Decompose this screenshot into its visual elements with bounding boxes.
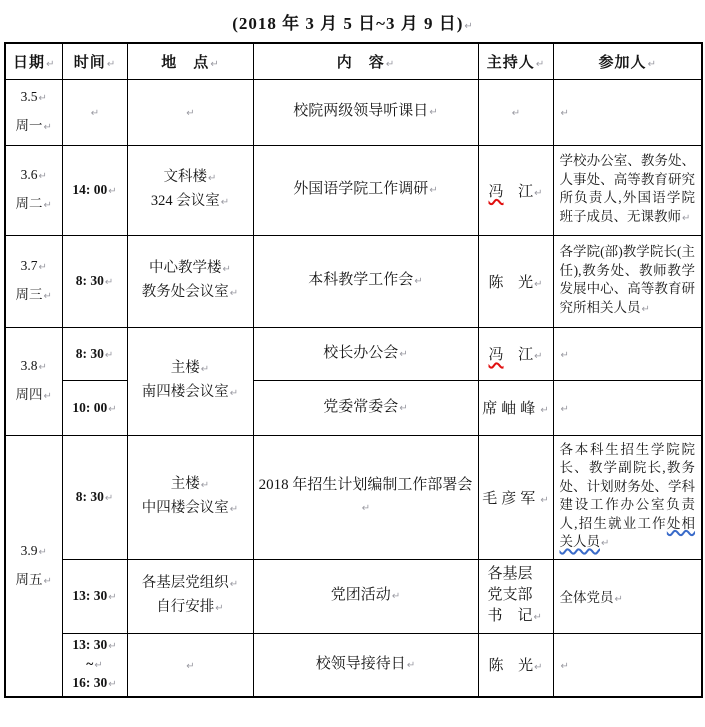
cell-place-thu [127, 327, 253, 435]
paragraph-mark-icon: ↵ [614, 594, 623, 605]
cell-host-fri-3 [478, 633, 553, 697]
content-text: 校领导接待日 [315, 655, 406, 672]
date-value: 3.5↵ [20, 89, 47, 104]
header-place [127, 43, 253, 79]
cell-host-wed [478, 235, 553, 327]
host-name [481, 654, 551, 675]
paragraph-mark-icon: ↵ [601, 538, 610, 549]
weekday-value: 周三↵ [15, 287, 52, 302]
paragraph-mark-icon: ↵ [94, 660, 103, 672]
host-name-part: 陈 [488, 274, 504, 291]
cell-time-thu-2 [62, 380, 127, 435]
host-name [481, 397, 551, 418]
weekday-value: 周一↵ [15, 118, 52, 133]
header-content [253, 43, 478, 79]
paragraph-mark-icon: ↵ [534, 278, 543, 290]
date-value: 3.6↵ [20, 167, 47, 182]
cell-place-fri-3 [127, 633, 253, 697]
table-row-thu-2 [5, 380, 702, 435]
host-name [481, 343, 551, 364]
header-date [5, 43, 62, 79]
paragraph-mark-icon: ↵ [464, 21, 473, 32]
document-title [0, 9, 705, 34]
cell-content-thu-2 [253, 380, 478, 435]
schedule-table [4, 42, 703, 698]
time-line: ~↵ [86, 656, 103, 672]
participants-text: 全体党员 [559, 590, 614, 605]
host-name-part: 陈 [488, 658, 504, 675]
paragraph-mark-icon: ↵ [43, 122, 52, 133]
paragraph-mark-icon: ↵ [108, 592, 117, 603]
paragraph-mark-icon: ↵ [210, 58, 219, 70]
time-value: 8: 30 [75, 345, 104, 361]
place-line: 各基层党组织↵ [141, 575, 239, 591]
cell-place-mon [127, 79, 253, 145]
place-line: 南四楼会议室↵ [141, 384, 239, 400]
cell-host-mon [478, 79, 553, 145]
time-value: 8: 30 [75, 273, 104, 288]
host-name-text: 席岫峰 [482, 401, 540, 417]
cell-place-fri-2 [127, 559, 253, 633]
date-value: 3.9↵ [20, 542, 47, 558]
header-host [478, 43, 553, 79]
paragraph-mark-icon: ↵ [43, 200, 52, 211]
weekday-value: 周二↵ [15, 196, 52, 211]
participants-text-grammar: 处相关人员 [559, 515, 696, 549]
participants-text: 各本科生招生学院院长、教学副院长,教务处、计划财务处、学科建设工作办公室负责人,招生就业工作 [559, 441, 695, 531]
cell-time-tue [62, 145, 127, 235]
cell-content-thu-1 [253, 327, 478, 380]
cell-date-thu [5, 327, 62, 435]
place-line: 教务处会议室↵ [141, 284, 239, 300]
paragraph-mark-icon: ↵ [533, 612, 542, 623]
cell-content-tue [253, 145, 478, 235]
table-row-wed [5, 235, 702, 327]
content-text: 本科教学工作会 [308, 272, 414, 288]
paragraph-mark-icon: ↵ [414, 276, 423, 287]
paragraph-mark-icon: ↵ [104, 493, 114, 504]
date-value: 3.7↵ [20, 258, 47, 273]
paragraph-mark-icon: ↵ [43, 291, 52, 302]
host-name [481, 180, 551, 201]
host-name-part: 光↵ [518, 658, 543, 675]
cell-time-fri-2 [62, 559, 127, 633]
paragraph-mark-icon: ↵ [38, 262, 47, 273]
paragraph-mark-icon: ↵ [429, 107, 438, 118]
table-row-fri-2 [5, 559, 702, 633]
cell-date-mon [5, 79, 62, 145]
paragraph-mark-icon: ↵ [406, 659, 416, 671]
paragraph-mark-icon: ↵ [200, 364, 210, 375]
paragraph-mark-icon: ↵ [215, 603, 224, 614]
title-text: (2018 年 3 月 5 日~3 月 9 日) [232, 14, 464, 33]
cell-place-tue [127, 145, 253, 235]
content-text: 2018 年招生计划编制工作部署会 [258, 477, 473, 493]
content-text: 党委常委会 [323, 398, 399, 415]
paragraph-mark-icon: ↵ [560, 403, 569, 415]
header-time [62, 43, 127, 79]
cell-time-fri-3 [62, 633, 127, 697]
cell-date-wed [5, 235, 62, 327]
cell-participants-wed [553, 235, 702, 327]
cell-content-wed [253, 235, 478, 327]
paragraph-mark-icon: ↵ [511, 108, 521, 119]
host-name-line: 党支部 [487, 587, 533, 603]
header-host-label: 主持人 [486, 54, 535, 71]
time-line: 13: 30↵ [72, 637, 117, 653]
cell-participants-thu-2 [553, 380, 702, 435]
cell-content-fri-3 [253, 633, 478, 697]
paragraph-mark-icon: ↵ [534, 187, 543, 199]
paragraph-mark-icon: ↵ [38, 93, 47, 104]
host-name-part-spellcheck: 冯 [488, 183, 504, 200]
cell-content-mon [253, 79, 478, 145]
paragraph-mark-icon: ↵ [46, 58, 55, 70]
host-name-part: 光↵ [518, 274, 543, 291]
paragraph-mark-icon: ↵ [560, 108, 569, 119]
paragraph-mark-icon: ↵ [43, 575, 52, 587]
table-row-thu-1 [5, 327, 702, 380]
cell-host-tue [478, 145, 553, 235]
paragraph-mark-icon: ↵ [229, 504, 239, 515]
place-line: 324 会议室↵ [150, 193, 230, 209]
paragraph-mark-icon: ↵ [38, 171, 47, 182]
cell-participants-tue [553, 145, 702, 235]
table-row-tue [5, 145, 702, 235]
cell-host-fri-2 [478, 559, 553, 633]
header-participants [553, 43, 702, 79]
cell-host-thu-2 [478, 380, 553, 435]
cell-participants-thu-1 [553, 327, 702, 380]
host-name-part: 江↵ [518, 183, 543, 200]
content-text: 校长办公会 [323, 344, 399, 361]
time-value: 8: 30 [75, 489, 104, 504]
paragraph-mark-icon: ↵ [108, 641, 117, 653]
host-name-part-spellcheck: 冯 [488, 347, 504, 363]
cell-time-thu-1 [62, 327, 127, 380]
document-page [0, 9, 705, 698]
paragraph-mark-icon: ↵ [229, 579, 239, 590]
table-row-fri-3 [5, 633, 702, 697]
weekday-value: 周五↵ [15, 571, 52, 587]
paragraph-mark-icon: ↵ [220, 197, 230, 208]
participants-text: 学校办公室、教务处、人事处、高等教育研究所负责人,外国语学院班子成员、无课教师 [559, 153, 695, 224]
paragraph-mark-icon: ↵ [391, 591, 401, 602]
cell-host-fri-1 [478, 435, 553, 559]
paragraph-mark-icon: ↵ [200, 480, 210, 491]
host-name-text: 毛彦军 [482, 490, 540, 507]
content-text: 外国语学院工作调研 [293, 181, 429, 197]
paragraph-mark-icon: ↵ [535, 58, 545, 70]
paragraph-mark-icon: ↵ [208, 173, 217, 184]
cell-content-fri-1 [253, 435, 478, 559]
paragraph-mark-icon: ↵ [540, 405, 549, 416]
paragraph-mark-icon: ↵ [186, 108, 195, 119]
place-line: 中心教学楼↵ [149, 260, 231, 276]
place-line: 主楼↵ [170, 476, 210, 492]
paragraph-mark-icon: ↵ [534, 662, 543, 674]
paragraph-mark-icon: ↵ [38, 362, 47, 373]
cell-time-mon [62, 79, 127, 145]
paragraph-mark-icon: ↵ [38, 546, 47, 558]
cell-participants-fri-2 [553, 559, 702, 633]
cell-time-fri-1 [62, 435, 127, 559]
paragraph-mark-icon: ↵ [399, 402, 408, 414]
paragraph-mark-icon: ↵ [90, 108, 100, 119]
cell-date-fri [5, 435, 62, 697]
paragraph-mark-icon: ↵ [641, 303, 650, 315]
place-line: 自行安排↵ [156, 599, 224, 615]
header-participants-label: 参加人 [598, 54, 647, 71]
paragraph-mark-icon: ↵ [222, 264, 231, 275]
cell-participants-fri-1 [553, 435, 702, 559]
paragraph-mark-icon: ↵ [108, 186, 117, 197]
cell-content-fri-2 [253, 559, 478, 633]
paragraph-mark-icon: ↵ [429, 185, 438, 196]
header-date-label: 日期 [13, 54, 46, 71]
paragraph-mark-icon: ↵ [106, 58, 116, 70]
paragraph-mark-icon: ↵ [385, 58, 395, 70]
paragraph-mark-icon: ↵ [229, 288, 239, 299]
weekday-value: 周四↵ [15, 387, 52, 402]
table-row-fri-1 [5, 435, 702, 559]
host-name [481, 271, 551, 292]
paragraph-mark-icon: ↵ [560, 349, 569, 361]
cell-date-tue [5, 145, 62, 235]
cell-participants-mon [553, 79, 702, 145]
paragraph-mark-icon: ↵ [108, 679, 117, 691]
host-name-line: 各基层 [487, 566, 533, 582]
header-content-label: 内 容 [336, 54, 385, 71]
paragraph-mark-icon: ↵ [682, 212, 691, 224]
paragraph-mark-icon: ↵ [647, 58, 656, 70]
cell-host-thu-1 [478, 327, 553, 380]
time-line: 16: 30↵ [72, 675, 117, 691]
paragraph-mark-icon: ↵ [108, 403, 117, 415]
paragraph-mark-icon: ↵ [534, 351, 543, 362]
host-name [481, 487, 551, 508]
time-value: 13: 30 [72, 588, 108, 603]
table-header-row [5, 43, 702, 79]
date-value: 3.8↵ [20, 358, 47, 373]
host-name-line: 书 记↵ [487, 608, 542, 624]
place-line: 主楼↵ [170, 360, 210, 376]
paragraph-mark-icon: ↵ [104, 277, 114, 288]
paragraph-mark-icon: ↵ [399, 348, 408, 360]
table-row-mon [5, 79, 702, 145]
place-line: 文科楼↵ [163, 169, 217, 185]
time-value: 10: 00 [72, 399, 108, 415]
paragraph-mark-icon: ↵ [229, 388, 239, 399]
paragraph-mark-icon: ↵ [540, 494, 549, 506]
header-time-label: 时间 [73, 54, 106, 71]
time-value: 14: 00 [72, 182, 108, 197]
paragraph-mark-icon: ↵ [361, 503, 371, 514]
place-line: 中四楼会议室↵ [141, 500, 239, 516]
cell-place-fri-1 [127, 435, 253, 559]
participants-text: 各学院(部)教学院长(主任),教务处、教师教学发展中心、高等教育研究所相关人员 [559, 244, 695, 315]
paragraph-mark-icon: ↵ [43, 391, 52, 402]
cell-participants-fri-3 [553, 633, 702, 697]
paragraph-mark-icon: ↵ [186, 660, 195, 672]
cell-place-wed [127, 235, 253, 327]
host-name [481, 564, 551, 628]
paragraph-mark-icon: ↵ [560, 660, 569, 672]
header-place-label: 地 点 [161, 54, 210, 71]
host-name-part: 江↵ [518, 347, 543, 363]
paragraph-mark-icon: ↵ [104, 349, 114, 361]
content-text: 党团活动 [330, 587, 391, 603]
content-text: 校院两级领导听课日 [293, 103, 429, 119]
cell-time-wed [62, 235, 127, 327]
